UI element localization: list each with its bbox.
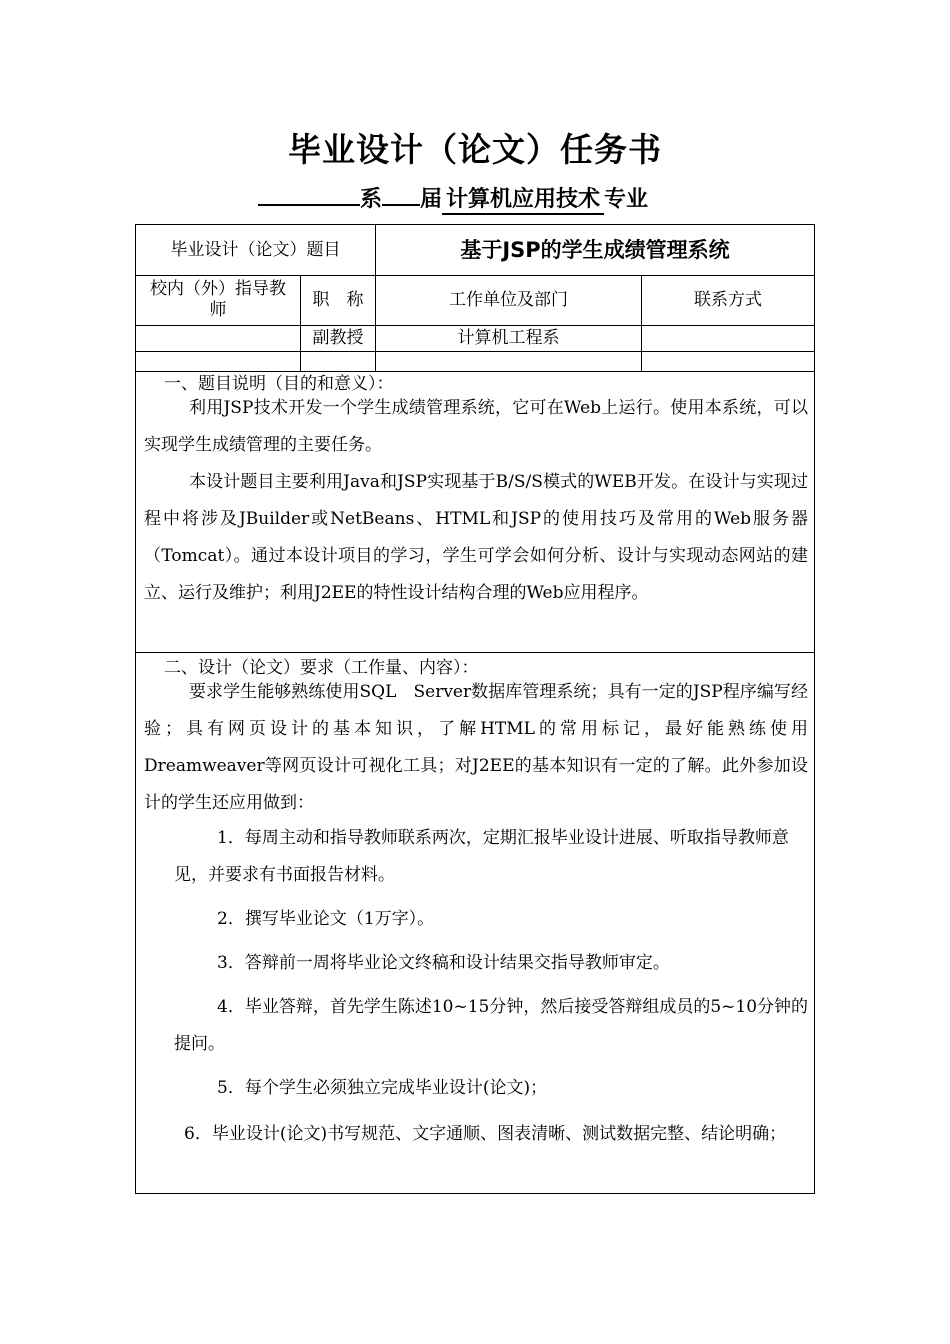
requirement-item: 6．毕业设计(论文)书写规范、文字通顺、图表清晰、测试数据完整、结论明确；: [184, 1124, 787, 1144]
paragraph: 要求学生能够熟练使用SQL Server数据库管理系统；具有一定的JSP程序编写经验；具有网页设计的基本知识，了解HTML的常用标记，最好能熟练使用Dreamweaver等网页设计可视化工具；对J2EE的基本知识有一定的了解。此外参加设计的学生还应用做到：: [144, 682, 808, 813]
paragraph: 本设计题目主要利用Java和JSP实现基于B/S/S模式的WEB开发。在设计与实现过程中将涉及JBuilder或NetBeans、HTML和JSP的使用技巧及常用的Web服务器（Tomcat）。通过本设计项目的学习，学生可学会如何分析、设计与实现动态网站的建立、运行及维护；利用J2EE的特性设计结构合理的Web应用程序。: [144, 472, 808, 603]
requirement-item: 1．每周主动和指导教师联系两次，定期汇报毕业设计进展、听取指导教师意见，并要求有书面报告材料。: [174, 828, 789, 885]
requirement-item: 2．撰写毕业论文（1万字）。: [217, 909, 435, 929]
advisor-header: 校内（外）指导教师: [150, 279, 286, 320]
section-requirements: [144, 656, 808, 1186]
unit-cell: 计算机工程系: [457, 327, 560, 348]
requirement-item: 5．每个学生必须独立完成毕业设计(论文)；: [217, 1078, 548, 1098]
year-suffix: 届: [420, 187, 443, 212]
requirement-item: 4．毕业答辩，首先学生陈述10~15分钟，然后接受答辩组成员的5~10分钟的提问。: [174, 997, 809, 1054]
title-header: 职 称: [312, 289, 364, 310]
major-name: 计算机应用技术: [442, 187, 604, 215]
topic-value: 基于JSP的学生成绩管理系统: [460, 237, 730, 262]
year-blank: [382, 204, 420, 206]
major-suffix: 专业: [604, 187, 649, 212]
advisor-cell: [136, 325, 300, 351]
section-purpose: [144, 372, 808, 642]
requirement-item: 3．答辩前一周将毕业论文终稿和设计结果交指导教师审定。: [217, 953, 670, 973]
contact-header: 联系方式: [694, 289, 762, 310]
department-blank: [258, 204, 360, 206]
title-cell: 副教授: [312, 327, 364, 348]
document-title: 毕业设计（论文）任务书: [288, 130, 662, 169]
topic-label: 毕业设计（论文）题目: [170, 239, 341, 260]
paragraph: 利用JSP技术开发一个学生成绩管理系统，它可在Web上运行。使用本系统，可以实现学生成绩管理的主要任务。: [144, 398, 808, 455]
section-heading: 二、设计（论文）要求（工作量、内容）：: [164, 658, 479, 678]
unit-header: 工作单位及部门: [449, 289, 568, 310]
section-heading: 一、题目说明（目的和意义）：: [164, 374, 394, 394]
dept-major-line: [258, 184, 648, 216]
department-suffix: 系: [360, 187, 383, 212]
row-divider: [136, 652, 814, 653]
row-divider: [136, 351, 814, 352]
contact-cell: [642, 325, 814, 351]
